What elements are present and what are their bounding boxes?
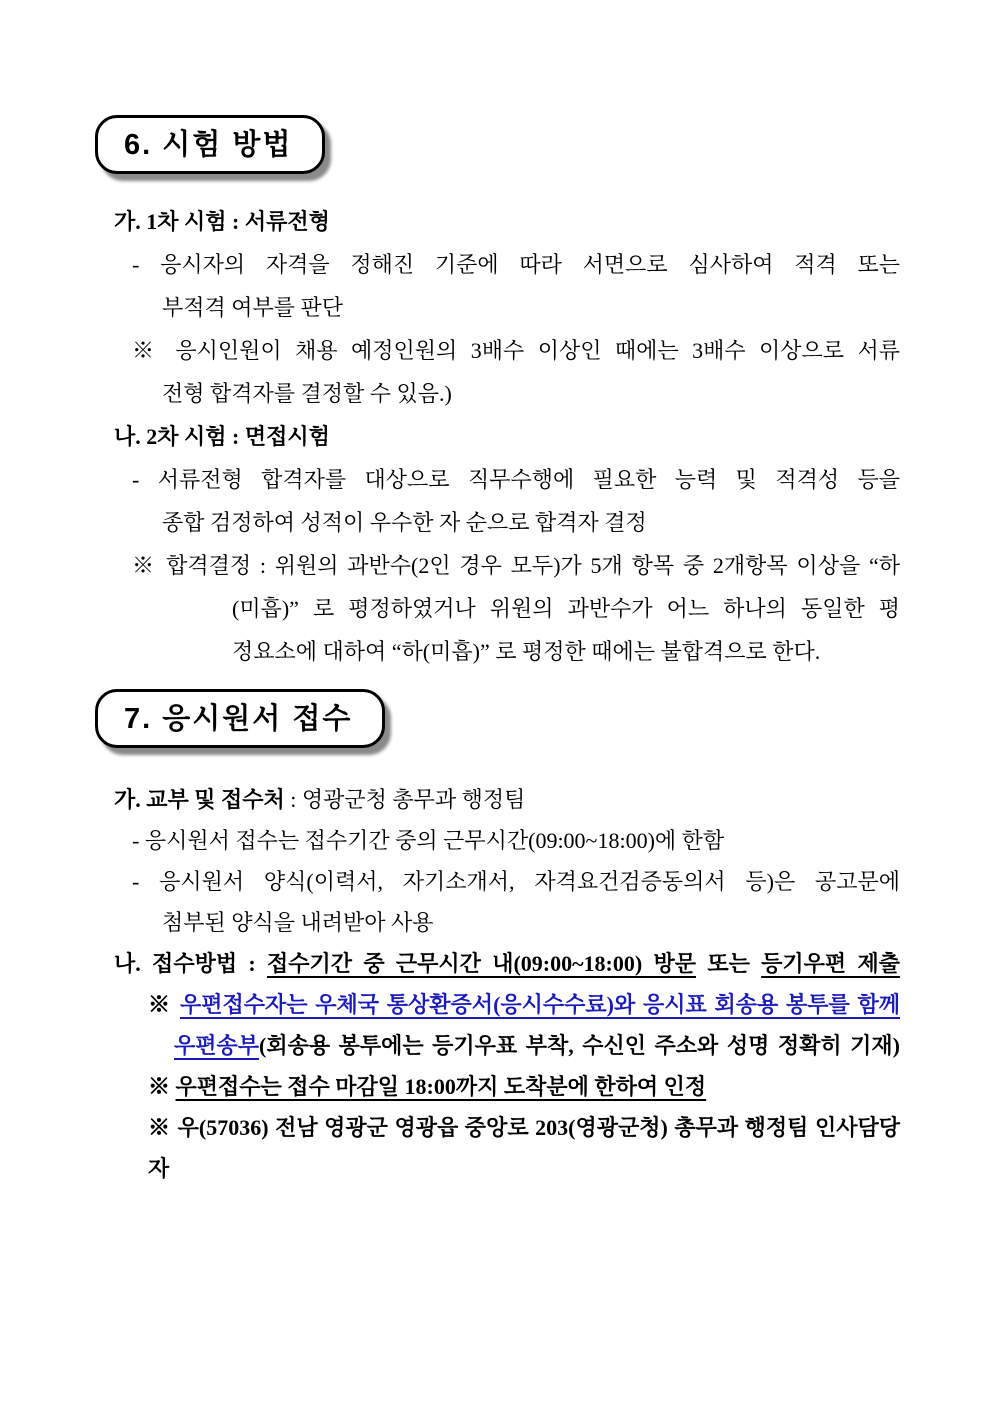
sec6-item-b-line2: 종합 검정하여 성적이 우수한 자 순으로 합격자 결정 — [162, 510, 647, 535]
section-6-heading-box — [95, 115, 325, 174]
sec6-item-b-note1: ※ 합격결정 : 위원의 과반수(2인 경우 모두)가 5개 항목 중 2개항목 이상을 “하 — [132, 553, 900, 578]
sec6-item-a-note1: ※ 응시인원이 채용 예정인원의 3배수 이상인 때에는 3배수 이상으로 서류 — [132, 338, 900, 363]
sec7-a-title-rest: 영광군청 총무과 행정팀 — [301, 787, 526, 812]
note3-marker: ※ — [148, 1115, 172, 1140]
section-6-heading-title: 6. 시험 방법 — [124, 129, 293, 161]
sec7-note2-line — [148, 1066, 992, 1107]
sec7-item-a-line3: 첨부된 양식을 내려받아 사용 — [162, 910, 434, 935]
sec6-item-a-line1: - 응시자의 자격을 정해진 기준에 따라 서면으로 심사하여 적격 또는 — [132, 252, 900, 277]
sec7-a-title-bold: 가. 교부 및 접수처 — [114, 787, 285, 812]
sec6-item-a-note2: 전형 합격자를 결정할 수 있음.) — [162, 381, 452, 406]
sec7-b-mid: 또는 — [696, 951, 762, 976]
sec6-item-a-line2: 부적격 여부를 판단 — [162, 295, 344, 320]
sec6-item-b-title: 나. 2차 시험 : 면접시험 — [114, 424, 330, 449]
section-6-body — [0, 200, 992, 673]
section-7-heading-wrap — [95, 689, 992, 748]
sec6-item-a-title: 가. 1차 시험 : 서류전형 — [114, 209, 330, 234]
sec7-item-b-title — [114, 943, 900, 984]
section-7-heading-title: 7. 응시원서 접수 — [124, 703, 353, 735]
sec7-note1-line1 — [148, 984, 900, 1025]
sec7-a-title-sep: : — [284, 787, 302, 812]
sec7-note3-line — [148, 1107, 900, 1181]
sec6-item-b-note2: (미흡)” 로 평정하였거나 위원의 과반수가 어느 하나의 동일한 평 — [232, 596, 900, 621]
section-7-body — [0, 779, 992, 1181]
sec7-note1-line2 — [174, 1025, 900, 1066]
note1-rest: (회송용 봉투에는 등기우표 부착, 수신인 주소와 성명 정확히 기재) — [259, 1033, 900, 1058]
sec7-b-underline2: 등기우편 제출 — [761, 951, 900, 976]
sec6-item-b-line1: - 서류전형 합격자를 대상으로 직무수행에 필요한 능력 및 적격성 등을 — [132, 467, 900, 492]
note1-marker: ※ — [148, 992, 173, 1017]
section-6-heading-wrap — [95, 115, 992, 174]
sec7-item-a-title — [114, 779, 992, 820]
note2-marker: ※ — [148, 1074, 171, 1099]
sec6-item-b-note3: 정요소에 대하여 “하(미흡)” 로 평정한 때에는 불합격으로 한다. — [232, 639, 821, 664]
note1-blue-text: 우편접수자는 우체국 통상환증서(응시수수료)와 응시표 회송용 봉투를 함께 — [180, 992, 901, 1017]
sec7-item-a-line1: - 응시원서 접수는 접수기간 중의 근무시간(09:00~18:00)에 한함 — [132, 828, 725, 853]
sec7-b-prefix: 나. 접수방법 : — [114, 951, 268, 976]
note1-blue-lead: 우편송부 — [174, 1033, 260, 1058]
sec7-b-underline1: 접수기간 중 근무시간 내(09:00~18:00) 방문 — [267, 951, 697, 976]
note2-text: 우편접수는 접수 마감일 18:00까지 도착분에 한하여 인정 — [175, 1074, 707, 1099]
section-7-heading-box — [95, 689, 385, 748]
sec7-item-a-line2: - 응시원서 양식(이력서, 자기소개서, 자격요건검증동의서 등)은 공고문에 — [132, 869, 900, 894]
note3-text: 우(57036) 전남 영광군 영광읍 중앙로 203(영광군청) 총무과 행정팀 인사담당자 — [148, 1115, 900, 1181]
